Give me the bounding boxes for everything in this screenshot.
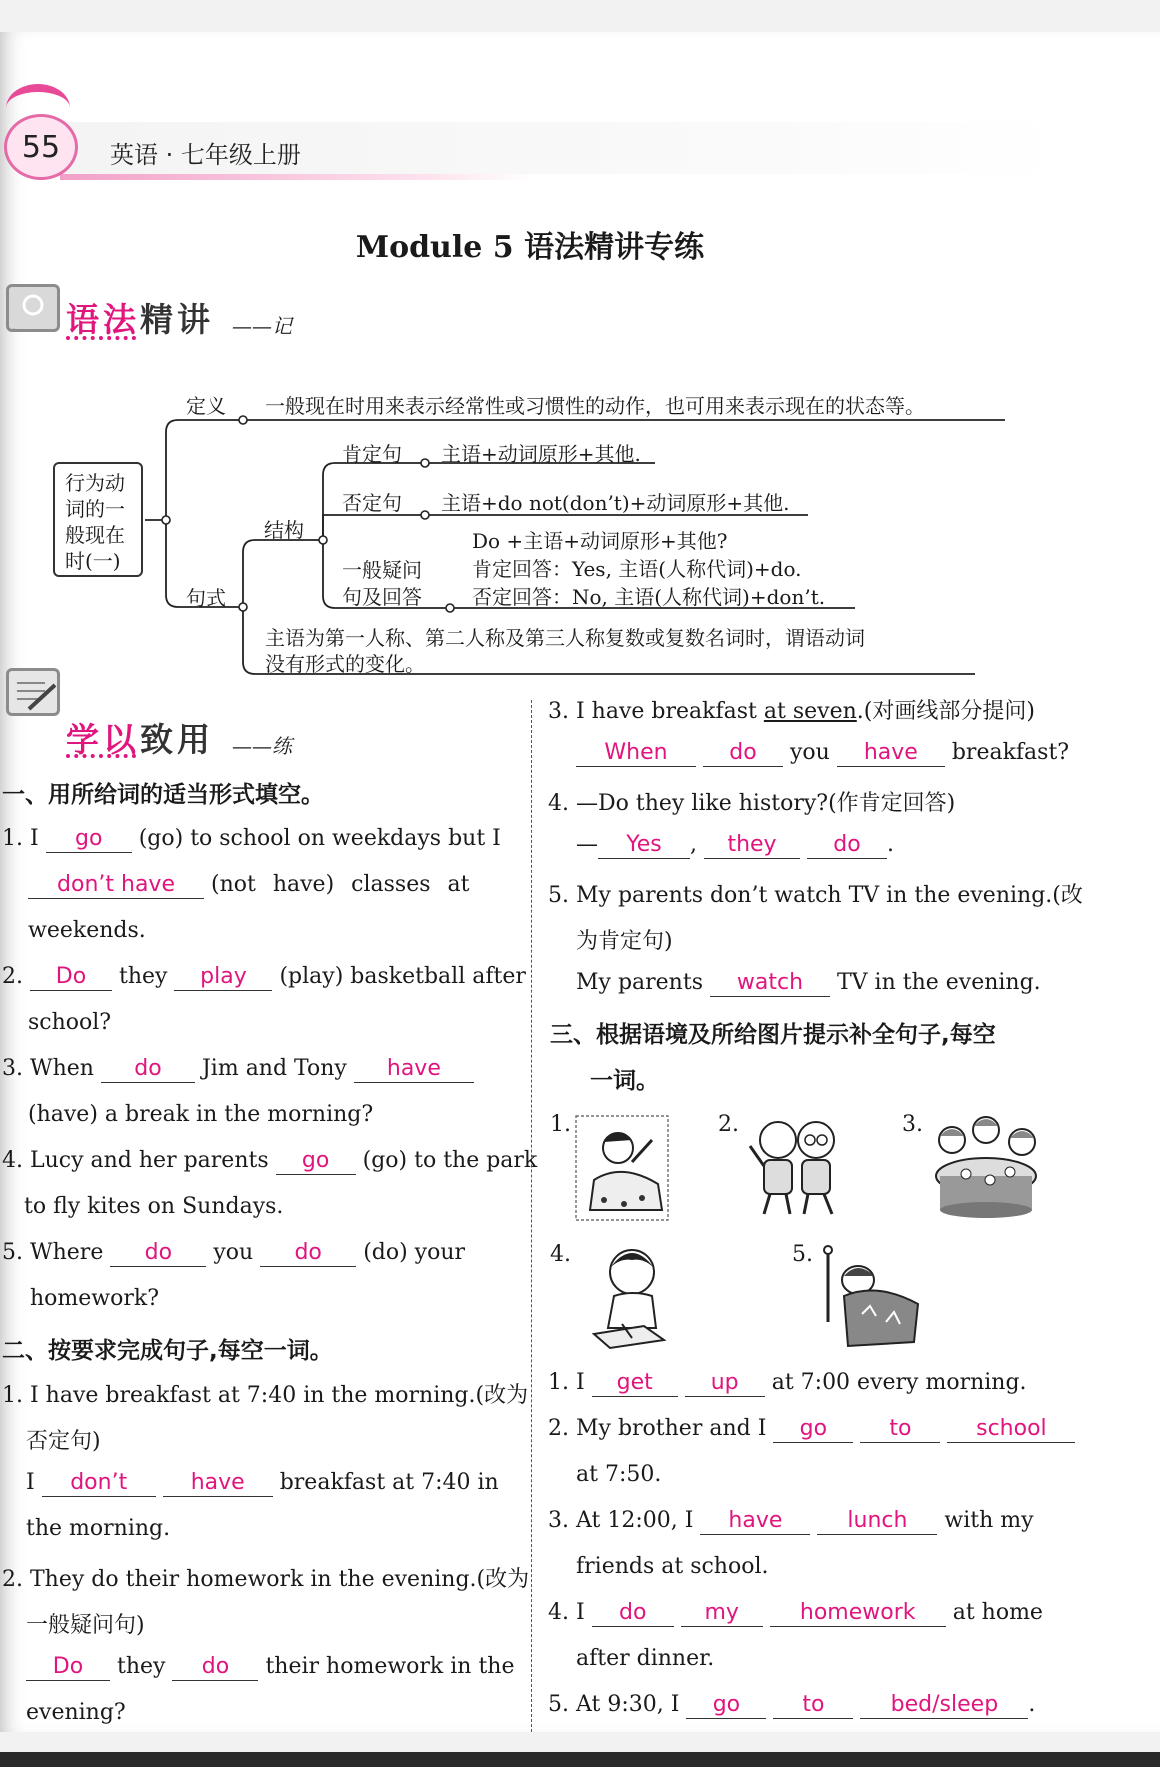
answer-blank[interactable]: bed/sleep	[860, 1692, 1028, 1719]
answer-blank[interactable]: play	[174, 964, 272, 991]
part3-title-line1: 三、根据语境及所给图片提示补全句子,每空	[550, 1022, 996, 1048]
answer-blank[interactable]: do	[260, 1240, 356, 1267]
q-text: breakfast at 7:40 in	[279, 1470, 499, 1495]
q-text: they	[117, 1654, 166, 1679]
q-text: you	[790, 740, 830, 765]
p3-q3-line1	[548, 1508, 1034, 1535]
sentence-pattern-label: 句式	[186, 586, 226, 610]
answer-blank[interactable]: have	[354, 1056, 474, 1083]
answer-blank[interactable]: go	[773, 1416, 853, 1443]
grammar-heading-tag: ——记	[232, 314, 292, 338]
part1-title: 一、用所给词的适当形式填空。	[2, 782, 324, 808]
heading-dots	[66, 754, 136, 758]
answer-blank[interactable]: Do	[30, 964, 112, 991]
two-boys-walking-picture	[740, 1110, 852, 1226]
q-number: 4.	[548, 791, 569, 816]
q-text: (go) to school on weekdays but I	[138, 826, 501, 851]
practice-heading-tag: ——练	[232, 734, 292, 758]
p2-q2-line3	[26, 1654, 514, 1681]
picture-label-2: 2.	[718, 1112, 739, 1137]
q-number: 5.	[548, 883, 569, 908]
answer-blank[interactable]: do	[807, 832, 887, 859]
p3-q3-line2: friends at school.	[576, 1554, 769, 1579]
answer-blank[interactable]: they	[704, 832, 800, 859]
answer-blank[interactable]: get	[592, 1370, 678, 1397]
q-text: with my	[944, 1508, 1034, 1533]
q-text: (do) your	[363, 1240, 466, 1265]
q-text: At 12:00, I	[576, 1508, 694, 1533]
p2-q4-line2	[576, 832, 894, 859]
p1-q5-line2: homework?	[30, 1286, 160, 1311]
answer-blank[interactable]: have	[163, 1470, 273, 1497]
q-text: their homework in the	[265, 1654, 515, 1679]
q-text: .	[1028, 1692, 1036, 1717]
q-text: at home	[952, 1600, 1043, 1625]
grammar-heading-gray: 精讲	[140, 300, 214, 339]
q-text: I have breakfast	[576, 699, 757, 724]
p3-q2-line2: at 7:50.	[576, 1462, 662, 1487]
q-text: (not have) classes at	[211, 872, 470, 897]
p1-q2-line2: school?	[28, 1010, 112, 1035]
grammar-heading-pink: 语法	[66, 300, 140, 339]
affirmative-label: 肯定句	[342, 442, 402, 466]
picture-label-3: 3.	[902, 1112, 923, 1137]
p2-q5-line2: 为肯定句)	[576, 929, 673, 954]
book-title: 英语 · 七年级上册	[110, 141, 301, 169]
practice-heading-gray: 致用	[140, 720, 214, 759]
p1-q4-line1	[2, 1148, 537, 1175]
answer-blank[interactable]: have	[837, 740, 945, 767]
p2-q2-line4: evening?	[26, 1700, 126, 1725]
question-yes-answer: 肯定回答：Yes, 主语(人称代词)+do.	[472, 557, 802, 581]
definition-text: 一般现在时用来表示经常性或习惯性的动作，也可用来表示现在的状态等。	[265, 394, 925, 418]
p3-q2-line1	[548, 1416, 1075, 1443]
p2-q4-line1	[548, 786, 955, 817]
p3-q4-line1	[548, 1600, 1043, 1627]
answer-blank[interactable]: go	[686, 1692, 766, 1719]
p2-q1-line1	[2, 1378, 528, 1409]
q-text: Lucy and her parents	[30, 1148, 269, 1173]
grammar-tree-lines	[0, 32, 1160, 712]
picture-label-1: 1.	[550, 1112, 571, 1137]
answer-blank[interactable]: When	[576, 740, 696, 767]
q-text: (go) to the park	[362, 1148, 538, 1173]
q-number: 4.	[548, 1600, 569, 1625]
p2-q3-line1	[548, 694, 1035, 725]
answer-blank[interactable]: go	[276, 1148, 356, 1175]
answer-blank[interactable]: homework	[770, 1600, 946, 1627]
question-label-line2: 句及回答	[342, 585, 422, 609]
q-text: When	[30, 1056, 94, 1081]
p2-q5-line1	[548, 878, 1083, 909]
p2-q2-line1	[2, 1562, 529, 1593]
boy-waking-up-picture	[574, 1110, 670, 1226]
notebook-pen-icon	[6, 668, 60, 716]
q-text: They do their homework in the evening.(改为	[30, 1567, 530, 1592]
p1-q3-line2: (have) a break in the morning?	[28, 1102, 374, 1127]
q-text: I	[30, 826, 39, 851]
picture-label-5: 5.	[792, 1242, 813, 1267]
q-number: 3.	[2, 1056, 23, 1081]
p1-q3-line1	[2, 1056, 474, 1083]
question-pattern: Do +主语+动词原形+其他?	[472, 529, 728, 553]
boy-doing-homework-picture	[592, 1238, 672, 1354]
q-text: My parents	[576, 970, 703, 995]
underlined-phrase: at seven	[763, 699, 857, 724]
q-number: 1.	[2, 826, 23, 851]
answer-blank[interactable]: do	[101, 1056, 195, 1083]
p2-q1-line2: 否定句)	[26, 1429, 101, 1454]
answer-blank[interactable]: Yes	[598, 832, 690, 859]
q-text: My brother and I	[576, 1416, 767, 1441]
kids-eating-lunch-picture	[930, 1110, 1042, 1226]
q-number: 1.	[2, 1383, 23, 1408]
workbook-page	[0, 32, 1160, 1732]
p3-q4-line2: after dinner.	[576, 1646, 715, 1671]
q-number: 3.	[548, 1508, 569, 1533]
p1-q1-line3: weekends.	[28, 918, 146, 943]
p1-q4-line2: to fly kites on Sundays.	[24, 1194, 284, 1219]
answer-blank[interactable]: to	[773, 1692, 853, 1719]
definition-label: 定义	[186, 394, 226, 418]
practice-heading-pink: 学以	[66, 720, 140, 759]
answer-blank[interactable]: to	[860, 1416, 940, 1443]
answer-blank[interactable]: lunch	[817, 1508, 937, 1535]
q-number: 1.	[548, 1370, 569, 1395]
q-text: ,	[690, 832, 697, 857]
answer-blank[interactable]: up	[685, 1370, 765, 1397]
q-text: Jim and Tony	[201, 1056, 347, 1081]
p2-q5-line3	[576, 970, 1041, 997]
p1-q1-line1	[2, 826, 501, 853]
q-text: they	[119, 964, 168, 989]
q-text: .(对画线部分提问)	[856, 699, 1035, 724]
note-line-1: 主语为第一人称、第二人称及第三人称复数或复数名词时，谓语动词	[265, 626, 865, 650]
answer-blank[interactable]: do	[110, 1240, 206, 1267]
question-label-line1: 一般疑问	[342, 558, 422, 582]
p2-q1-line4: the morning.	[26, 1516, 171, 1541]
q-text: My parents don’t watch TV in the evening.(改	[576, 883, 1083, 908]
p3-q1	[548, 1370, 1027, 1397]
q-text: .	[887, 832, 894, 857]
q-text: breakfast?	[951, 740, 1070, 765]
note-line-2: 没有形式的变化。	[265, 652, 425, 676]
answer-blank[interactable]: do	[703, 740, 783, 767]
part2-title: 二、按要求完成句子,每空一词。	[2, 1338, 333, 1364]
answer-blank[interactable]: do	[592, 1600, 674, 1627]
q-text: At 9:30, I	[576, 1692, 680, 1717]
q-number: 2.	[2, 964, 23, 989]
q-text: I have breakfast at 7:40 in the morning.(改为	[30, 1383, 529, 1408]
grammar-root-box	[53, 462, 143, 577]
q-number: 2.	[2, 1567, 23, 1592]
bottom-bar	[0, 1752, 1160, 1767]
q-number: 5.	[2, 1240, 23, 1265]
q-text: I	[576, 1600, 585, 1625]
p3-q5	[548, 1692, 1035, 1719]
part3-title-line2: 一词。	[590, 1068, 659, 1094]
p2-q3-line2	[576, 740, 1069, 767]
answer-blank[interactable]: watch	[710, 970, 830, 997]
negative-label: 否定句	[342, 491, 402, 515]
q-number: 5.	[548, 1692, 569, 1717]
picture-label-4: 4.	[550, 1242, 571, 1267]
column-divider	[531, 700, 532, 1732]
child-sleeping-picture	[818, 1242, 928, 1356]
affirmative-text: 主语+动词原形+其他.	[441, 442, 641, 466]
q-text: (play) basketball after	[279, 964, 526, 989]
negative-text: 主语+do not(don’t)+动词原形+其他.	[441, 491, 790, 515]
q-text: you	[213, 1240, 254, 1265]
q-number: 4.	[2, 1148, 23, 1173]
q-text: —	[576, 832, 598, 857]
q-text: TV in the evening.	[836, 970, 1041, 995]
page-number: 55	[4, 114, 78, 180]
q-number: 2.	[548, 1416, 569, 1441]
q-text: I	[576, 1370, 585, 1395]
p1-q5-line1	[2, 1240, 465, 1267]
question-no-answer: 否定回答：No, 主语(人称代词)+don’t.	[472, 585, 826, 609]
p1-q2-line1	[2, 964, 526, 991]
answer-blank[interactable]: do	[172, 1654, 258, 1681]
answer-blank[interactable]: don’t	[42, 1470, 156, 1497]
grammar-root-text: 行为动词的一般现在时(一)	[65, 471, 125, 573]
q-text: —Do they like history?(作肯定回答)	[576, 791, 956, 816]
q-text: at 7:00 every morning.	[771, 1370, 1027, 1395]
answer-blank[interactable]: school	[947, 1416, 1075, 1443]
q-text: Where	[30, 1240, 104, 1265]
answer-blank[interactable]: Do	[26, 1654, 110, 1681]
p2-q2-line2: 一般疑问句)	[26, 1613, 145, 1638]
answer-blank[interactable]: my	[681, 1600, 763, 1627]
answer-blank[interactable]: don’t have	[28, 872, 204, 899]
q-number: 3.	[548, 699, 569, 724]
page-title: Module 5 语法精讲专练	[355, 230, 705, 265]
q-text: I	[26, 1470, 35, 1495]
answer-blank[interactable]: have	[700, 1508, 810, 1535]
p2-q1-line3	[26, 1470, 499, 1497]
answer-blank[interactable]: go	[46, 826, 132, 853]
structure-label: 结构	[264, 518, 304, 542]
p1-q1-line2	[28, 872, 469, 899]
